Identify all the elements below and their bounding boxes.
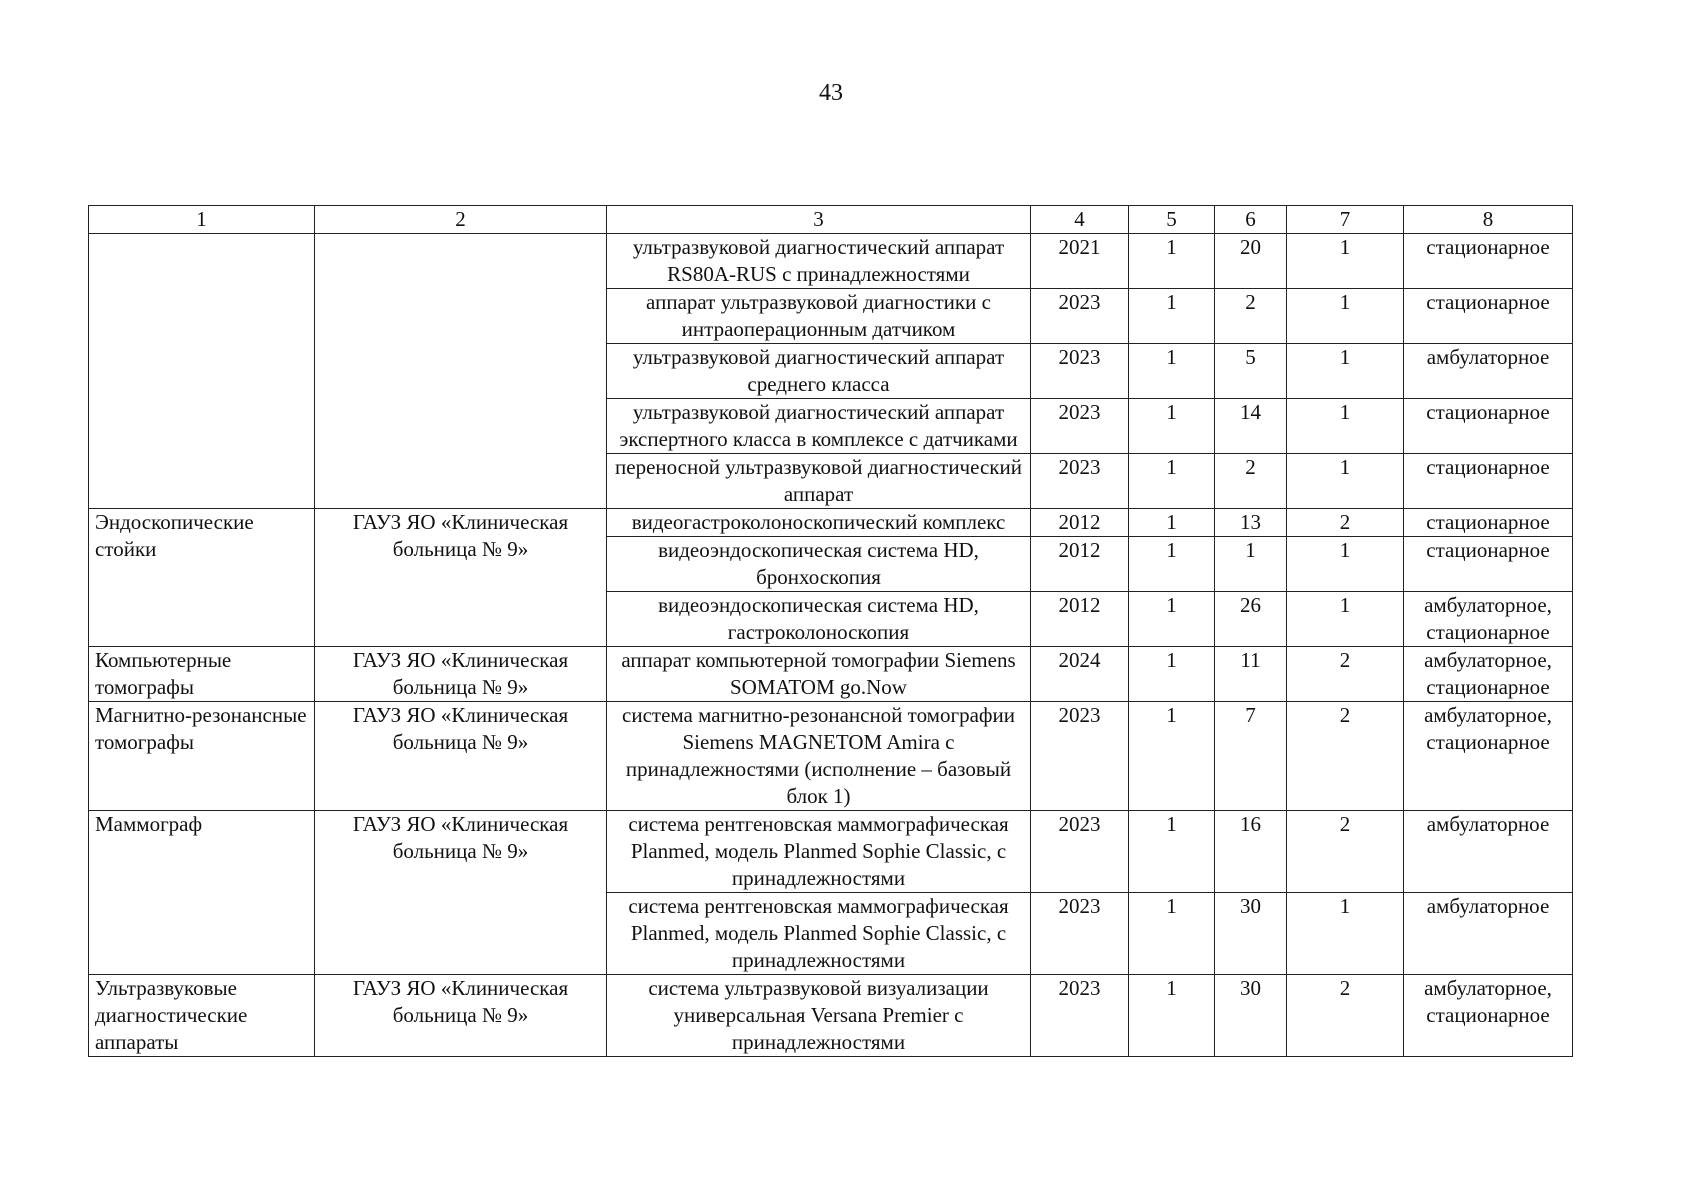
device-cell: видеогастроколоноскопический комплекс (607, 509, 1031, 537)
count-cell: 1 (1129, 454, 1215, 509)
device-cell: система ультразвуковой визуализации универсальная Versana Premier с принадлежностями (607, 975, 1031, 1057)
header-cell: 4 (1031, 206, 1129, 234)
value-cell: 2 (1287, 975, 1404, 1057)
count-cell: 1 (1129, 647, 1215, 702)
year-cell: 2012 (1031, 592, 1129, 647)
value-cell: 1 (1287, 592, 1404, 647)
count-cell: 1 (1129, 592, 1215, 647)
device-cell: система магнитно-резонансной томографии Siemens MAGNETOM Amira с принадлежностями (исполнение – базовый блок 1) (607, 702, 1031, 811)
value-cell: 1 (1287, 289, 1404, 344)
count-cell: 1 (1129, 344, 1215, 399)
value-cell: 11 (1215, 647, 1287, 702)
equipment-type-cell: Эндоскопические стойки (89, 509, 315, 647)
year-cell: 2023 (1031, 454, 1129, 509)
table-row (89, 702, 1573, 811)
organization-cell: ГАУЗ ЯО «Клиническая больница № 9» (315, 509, 607, 647)
mode-cell: амбулаторное (1404, 893, 1573, 975)
mode-cell: амбулаторное (1404, 344, 1573, 399)
organization-cell: ГАУЗ ЯО «Клиническая больница № 9» (315, 647, 607, 702)
page-number: 43 (819, 80, 843, 106)
count-cell: 1 (1129, 509, 1215, 537)
value-cell: 1 (1287, 344, 1404, 399)
value-cell: 1 (1215, 537, 1287, 592)
count-cell: 1 (1129, 702, 1215, 811)
mode-cell: амбулаторное, стационарное (1404, 975, 1573, 1057)
value-cell: 2 (1287, 702, 1404, 811)
device-cell: ультразвуковой диагностический аппарат RS80A-RUS с принадлежностями (607, 234, 1031, 289)
mode-cell: стационарное (1404, 234, 1573, 289)
equipment-type-cell: Ультразвуковые диагностические аппараты (89, 975, 315, 1057)
count-cell: 1 (1129, 893, 1215, 975)
table-row (89, 811, 1573, 893)
equipment-type-cell: Маммограф (89, 811, 315, 975)
value-cell: 16 (1215, 811, 1287, 893)
device-cell: аппарат ультразвуковой диагностики с интраоперационным датчиком (607, 289, 1031, 344)
device-cell: аппарат компьютерной томографии Siemens SOMATOM go.Now (607, 647, 1031, 702)
table-row (89, 234, 1573, 289)
value-cell: 14 (1215, 399, 1287, 454)
equipment-type-cell (89, 234, 315, 509)
value-cell: 2 (1215, 454, 1287, 509)
year-cell: 2023 (1031, 893, 1129, 975)
header-cell: 6 (1215, 206, 1287, 234)
count-cell: 1 (1129, 975, 1215, 1057)
year-cell: 2012 (1031, 509, 1129, 537)
organization-cell: ГАУЗ ЯО «Клиническая больница № 9» (315, 975, 607, 1057)
count-cell: 1 (1129, 811, 1215, 893)
equipment-table (88, 205, 1573, 1057)
mode-cell: стационарное (1404, 454, 1573, 509)
organization-cell (315, 234, 607, 509)
device-cell: ультразвуковой диагностический аппарат экспертного класса в комплексе с датчиками (607, 399, 1031, 454)
table-row (89, 975, 1573, 1057)
mode-cell: амбулаторное (1404, 811, 1573, 893)
header-cell: 7 (1287, 206, 1404, 234)
year-cell: 2023 (1031, 975, 1129, 1057)
equipment-type-cell: Магнитно-резонансные томографы (89, 702, 315, 811)
mode-cell: амбулаторное, стационарное (1404, 702, 1573, 811)
value-cell: 20 (1215, 234, 1287, 289)
header-cell: 1 (89, 206, 315, 234)
value-cell: 2 (1215, 289, 1287, 344)
mode-cell: амбулаторное, стационарное (1404, 647, 1573, 702)
organization-cell: ГАУЗ ЯО «Клиническая больница № 9» (315, 702, 607, 811)
header-cell: 8 (1404, 206, 1573, 234)
mode-cell: стационарное (1404, 399, 1573, 454)
value-cell: 1 (1287, 454, 1404, 509)
count-cell: 1 (1129, 289, 1215, 344)
year-cell: 2024 (1031, 647, 1129, 702)
value-cell: 2 (1287, 811, 1404, 893)
value-cell: 2 (1287, 647, 1404, 702)
year-cell: 2023 (1031, 811, 1129, 893)
year-cell: 2021 (1031, 234, 1129, 289)
value-cell: 13 (1215, 509, 1287, 537)
count-cell: 1 (1129, 234, 1215, 289)
value-cell: 1 (1287, 537, 1404, 592)
organization-cell: ГАУЗ ЯО «Клиническая больница № 9» (315, 811, 607, 975)
value-cell: 30 (1215, 893, 1287, 975)
value-cell: 1 (1287, 893, 1404, 975)
mode-cell: стационарное (1404, 509, 1573, 537)
device-cell: видеоэндоскопическая система HD, гастроколоноскопия (607, 592, 1031, 647)
value-cell: 7 (1215, 702, 1287, 811)
count-cell: 1 (1129, 537, 1215, 592)
device-cell: переносной ультразвуковой диагностический аппарат (607, 454, 1031, 509)
table-header-row (89, 206, 1573, 234)
mode-cell: стационарное (1404, 289, 1573, 344)
header-cell: 3 (607, 206, 1031, 234)
equipment-type-cell: Компьютерные томографы (89, 647, 315, 702)
year-cell: 2023 (1031, 399, 1129, 454)
mode-cell: стационарное (1404, 537, 1573, 592)
value-cell: 26 (1215, 592, 1287, 647)
device-cell: система рентгеновская маммографическая Planmed, модель Planmed Sophie Classic, с принадлежностями (607, 893, 1031, 975)
year-cell: 2023 (1031, 702, 1129, 811)
value-cell: 1 (1287, 234, 1404, 289)
count-cell: 1 (1129, 399, 1215, 454)
header-cell: 2 (315, 206, 607, 234)
device-cell: ультразвуковой диагностический аппарат среднего класса (607, 344, 1031, 399)
device-cell: видеоэндоскопическая система HD, бронхоскопия (607, 537, 1031, 592)
value-cell: 1 (1287, 399, 1404, 454)
header-cell: 5 (1129, 206, 1215, 234)
year-cell: 2023 (1031, 344, 1129, 399)
device-cell: система рентгеновская маммографическая Planmed, модель Planmed Sophie Classic, с принадлежностями (607, 811, 1031, 893)
value-cell: 30 (1215, 975, 1287, 1057)
year-cell: 2023 (1031, 289, 1129, 344)
value-cell: 2 (1287, 509, 1404, 537)
table-row (89, 509, 1573, 537)
year-cell: 2012 (1031, 537, 1129, 592)
value-cell: 5 (1215, 344, 1287, 399)
mode-cell: амбулаторное, стационарное (1404, 592, 1573, 647)
table-row (89, 647, 1573, 702)
